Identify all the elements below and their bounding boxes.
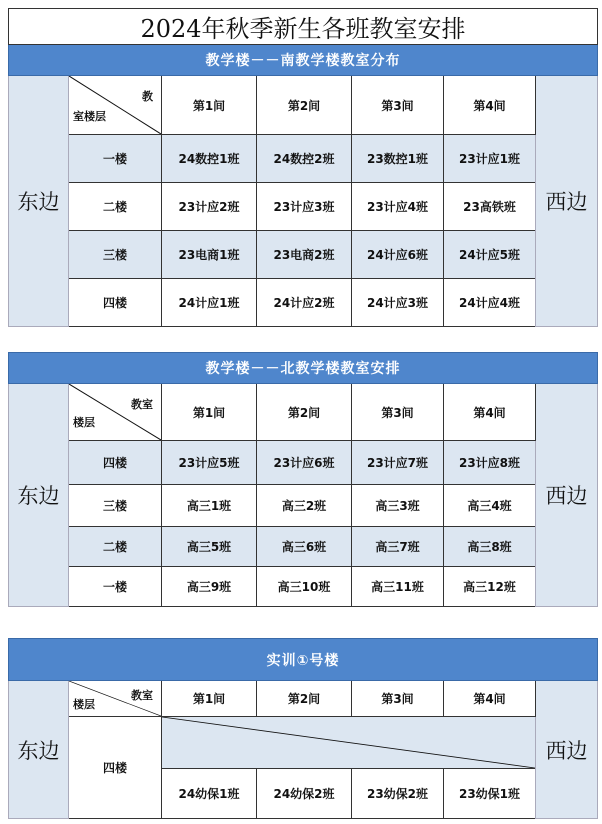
class-cell: 24计应4班 <box>444 279 536 327</box>
class-cell: 24计应3班 <box>352 279 444 327</box>
room-header: 第1间 <box>162 681 257 717</box>
east-label: 东边 <box>9 681 69 819</box>
corner-label: 室楼层 <box>73 110 106 123</box>
class-cell: 23高铁班 <box>444 183 536 231</box>
floor-label: 三楼 <box>69 231 162 279</box>
corner-label: 教室 <box>131 689 153 702</box>
floor-label: 一楼 <box>69 135 162 183</box>
room-header: 第4间 <box>444 76 536 135</box>
class-cell: 24计应1班 <box>162 279 257 327</box>
class-cell: 高三4班 <box>444 485 536 527</box>
class-cell: 23电商1班 <box>162 231 257 279</box>
class-cell: 23计应8班 <box>444 441 536 485</box>
room-header: 第4间 <box>444 384 536 441</box>
class-cell: 23计应5班 <box>162 441 257 485</box>
diagonal-line <box>69 76 161 134</box>
floor-label: 四楼 <box>69 279 162 327</box>
floor-label: 四楼 <box>69 441 162 485</box>
class-cell: 23计应7班 <box>352 441 444 485</box>
west-label: 西边 <box>536 681 598 819</box>
room-header: 第4间 <box>444 681 536 717</box>
corner-label: 楼层 <box>73 416 95 429</box>
table-row <box>9 527 598 567</box>
room-header: 第1间 <box>162 76 257 135</box>
north-building-table <box>8 352 598 607</box>
south-building-table <box>8 8 598 327</box>
section-header: 实训①号楼 <box>9 639 598 681</box>
diagonal-line <box>162 717 535 768</box>
floor-label: 二楼 <box>69 183 162 231</box>
west-label: 西边 <box>536 76 598 327</box>
class-cell: 高三8班 <box>444 527 536 567</box>
class-cell: 23计应6班 <box>257 441 352 485</box>
corner-cell <box>69 681 162 717</box>
class-cell: 23计应1班 <box>444 135 536 183</box>
east-label: 东边 <box>9 384 69 607</box>
room-header: 第3间 <box>352 384 444 441</box>
class-cell: 24数控1班 <box>162 135 257 183</box>
floor-label: 三楼 <box>69 485 162 527</box>
table-row <box>9 279 598 327</box>
room-header: 第2间 <box>257 384 352 441</box>
corner-label: 教室 <box>131 398 153 411</box>
class-cell: 高三10班 <box>257 567 352 607</box>
section-header: 教学楼－－南教学楼教室分布 <box>9 45 598 76</box>
class-cell: 高三9班 <box>162 567 257 607</box>
room-header: 第3间 <box>352 76 444 135</box>
diagonal-line <box>69 384 161 440</box>
class-cell: 24幼保2班 <box>257 769 352 819</box>
class-cell: 24数控2班 <box>257 135 352 183</box>
class-cell: 23幼保2班 <box>352 769 444 819</box>
class-cell: 23数控1班 <box>352 135 444 183</box>
class-cell: 24计应5班 <box>444 231 536 279</box>
table-row <box>9 441 598 485</box>
table-row <box>9 485 598 527</box>
class-cell: 24计应2班 <box>257 279 352 327</box>
corner-label: 教 <box>142 90 153 103</box>
room-header: 第1间 <box>162 384 257 441</box>
page-title: 2024年秋季新生各班教室安排 <box>9 9 598 45</box>
class-cell: 23计应4班 <box>352 183 444 231</box>
class-cell: 23电商2班 <box>257 231 352 279</box>
table-row <box>9 567 598 607</box>
class-cell: 高三11班 <box>352 567 444 607</box>
section-header: 教学楼－－北教学楼教室安排 <box>9 353 598 384</box>
table-row <box>9 231 598 279</box>
class-cell: 高三6班 <box>257 527 352 567</box>
class-cell: 23计应3班 <box>257 183 352 231</box>
corner-cell <box>69 384 162 441</box>
west-label: 西边 <box>536 384 598 607</box>
floor-label: 一楼 <box>69 567 162 607</box>
empty-merged-cell <box>162 717 536 769</box>
training-building-table <box>8 638 598 819</box>
class-cell: 23幼保1班 <box>444 769 536 819</box>
room-header: 第3间 <box>352 681 444 717</box>
class-cell: 高三12班 <box>444 567 536 607</box>
class-cell: 高三2班 <box>257 485 352 527</box>
class-cell: 高三7班 <box>352 527 444 567</box>
room-header: 第2间 <box>257 681 352 717</box>
class-cell: 24计应6班 <box>352 231 444 279</box>
class-cell: 高三1班 <box>162 485 257 527</box>
floor-label: 四楼 <box>69 717 162 819</box>
table-row <box>9 183 598 231</box>
class-cell: 23计应2班 <box>162 183 257 231</box>
east-label: 东边 <box>9 76 69 327</box>
room-header: 第2间 <box>257 76 352 135</box>
class-cell: 高三5班 <box>162 527 257 567</box>
corner-cell <box>69 76 162 135</box>
table-row <box>9 135 598 183</box>
floor-label: 二楼 <box>69 527 162 567</box>
corner-label: 楼层 <box>73 698 95 711</box>
class-cell: 高三3班 <box>352 485 444 527</box>
class-cell: 24幼保1班 <box>162 769 257 819</box>
